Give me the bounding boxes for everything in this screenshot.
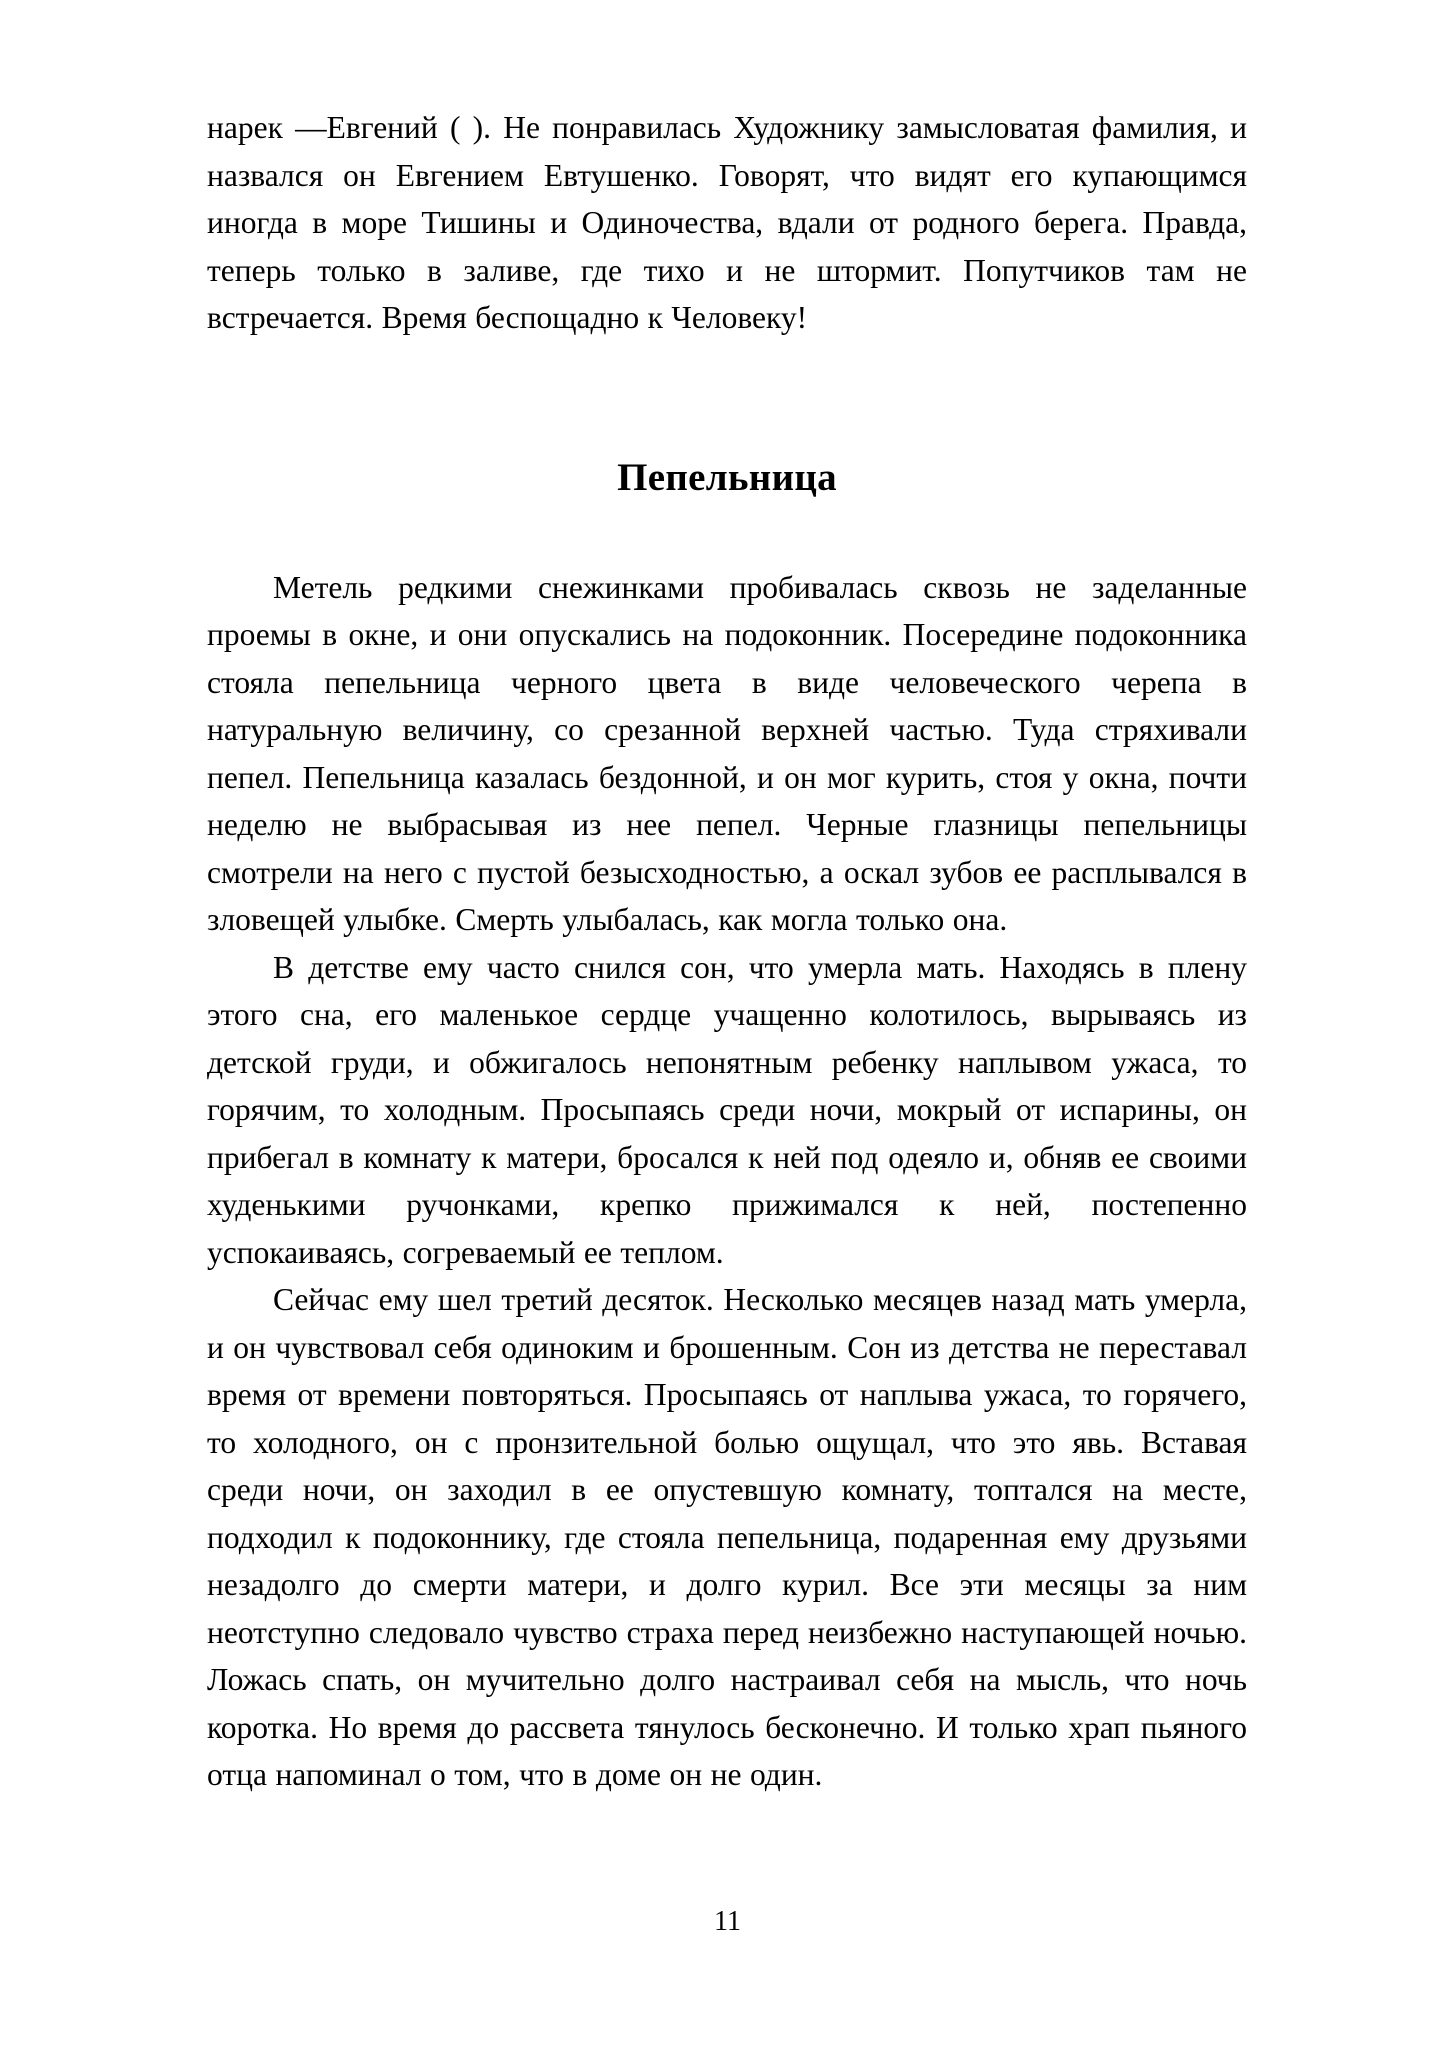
body-paragraph-2: В детстве ему часто снился сон, что умерла мать. Находясь в плену этого сна, его маленькое сердце учащенно колотилось, вырываясь из детской груди, и обжигалось непонятным ребенку наплывом ужаса, то горячим, то холодным. Просыпаясь среди ночи, мокрый от испарины, он прибегал в комнату к матери, бросался к ней под одеяло и, обняв ее своими худенькими ручонками, крепко прижимался к ней, постепенно успокаиваясь, согреваемый ее теплом. <box>207 949 1247 1270</box>
page-number: 11 <box>714 1906 741 1937</box>
continued-paragraph: нарек —Евгений ( ). Не понравилась Художнику замысловатая фамилия, и назвался он Евгением Евтушенко. Говорят, что видят его купающимся иногда в море Тишины и Одиночества, вдали от родного берега. Правда, теперь только в заливе, где тихо и не штормит. Попутчиков там не встречается. Время беспощадно к Человеку! <box>207 110 1247 335</box>
page-content <box>207 104 1247 1799</box>
title-top-spacer <box>207 342 1247 454</box>
chapter-title: Пепельница <box>617 455 837 499</box>
body-paragraph-1: Метель редкими снежинками пробивалась сквозь не заделанные проемы в окне, и они опускались на подоконник. Посередине подоконника стояла пепельница черного цвета в виде человеческого черепа в натуральную величину, со срезанной верхней частью. Туда стряхивали пепел. Пепельница казалась бездонной, и он мог курить, стоя у окна, почти неделю не выбрасывая из нее пепел. Черные глазницы пепельницы смотрели на него с пустой безысходностью, а оскал зубов ее расплывался в зловещей улыбке. Смерть улыбалась, как могла только она. <box>207 569 1247 937</box>
body-paragraph-3: Сейчас ему шел третий десяток. Несколько месяцев назад мать умерла, и он чувствовал себя одиноким и брошенным. Сон из детства не переставал время от времени повторяться. Просыпаясь от наплыва ужаса, то горячего, то холодного, он с пронзительной болью ощущал, что это явь. Вставая среди ночи, он заходил в ее опустевшую комнату, топтался на месте, подходил к подоконнику, где стояла пепельница, подаренная ему друзьями незадолго до смерти матери, и долго курил. Все эти месяцы за ним неотступно следовало чувство страха перед неизбежно наступающей ночью. Ложась спать, он мучительно долго настраивал себя на мысль, что ночь коротка. Но время до рассвета тянулось бесконечно. И только храп пьяного отца напоминал о том, что в доме он не один. <box>207 1282 1247 1792</box>
title-bottom-spacer <box>207 502 1247 564</box>
